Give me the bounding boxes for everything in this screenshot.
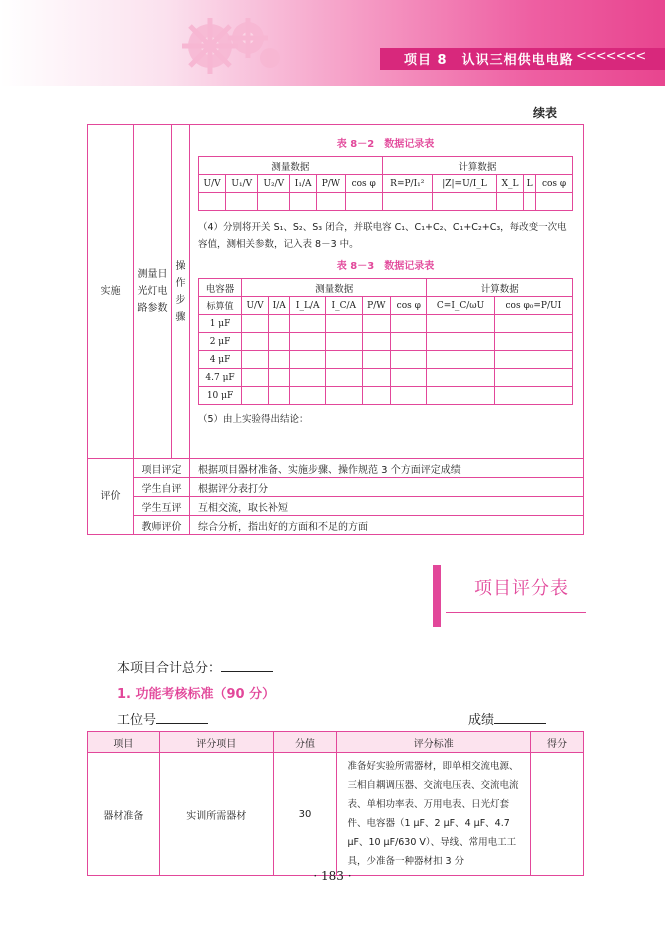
- step-label-char: 骤: [175, 311, 186, 323]
- column-header: C=I_C/ωU: [427, 297, 494, 315]
- capacitor-value: 1 μF: [199, 315, 242, 333]
- column-header: U/V: [199, 175, 226, 193]
- table-row: [88, 753, 584, 876]
- column-header: 项目: [88, 732, 160, 753]
- column-header: U₁/V: [226, 175, 258, 193]
- total-score-line: [117, 657, 273, 676]
- section-underline: [446, 612, 586, 613]
- total-blank[interactable]: [221, 660, 273, 672]
- step-label-char: 步: [175, 294, 186, 306]
- station-blank[interactable]: [156, 712, 208, 724]
- column-header: cos φ₀=P/UI: [494, 297, 572, 315]
- gears-decoration-icon: [150, 8, 290, 78]
- group-header: 计算数据: [382, 157, 572, 175]
- score-value: 30: [273, 753, 337, 876]
- step-label-char: 操: [175, 260, 186, 272]
- chevron-arrows-icon: <<<<<<<: [576, 49, 646, 64]
- table-row: [199, 351, 573, 369]
- step-label: [172, 125, 190, 459]
- score-subitem: 实训所需器材: [159, 753, 273, 876]
- table-row: [199, 369, 573, 387]
- group-header: 计算数据: [427, 279, 573, 297]
- column-header: X_L: [497, 175, 524, 193]
- score-cell[interactable]: [531, 753, 584, 876]
- impl-label: 实施: [88, 125, 134, 459]
- data-table-8-3: [198, 278, 573, 405]
- column-header: |Z|=U/I_L: [432, 175, 496, 193]
- sub-label-line: 光灯电: [137, 286, 168, 297]
- total-label: 本项目合计总分：: [117, 661, 222, 676]
- column-header: R=P/I₁²: [382, 175, 432, 193]
- station-line: [117, 709, 208, 728]
- column-header: cos φ: [536, 175, 573, 193]
- score-table: [87, 731, 584, 876]
- eval-text: 根据评分表打分: [190, 478, 584, 497]
- capacitor-value: 10 μF: [199, 387, 242, 405]
- column-header: L: [523, 175, 535, 193]
- eval-text: 综合分析，指出好的方面和不足的方面: [190, 516, 584, 535]
- eval-item: 项目评定: [134, 459, 190, 478]
- group-header: 测量数据: [242, 279, 427, 297]
- group-header: 测量数据: [199, 157, 383, 175]
- grade-line: [468, 709, 546, 728]
- capacitor-value: 2 μF: [199, 333, 242, 351]
- table-row: [199, 333, 573, 351]
- eval-label: 评价: [88, 459, 134, 535]
- column-header: 评分标准: [337, 732, 531, 753]
- column-header: I_C/A: [325, 297, 362, 315]
- score-item: 器材准备: [88, 753, 160, 876]
- score-standard: 准备好实验所需器材，即单相交流电源、三相自耦调压器、交流电压表、交流电流表、单相功率表、万用电表、日光灯套件、电容器（1 μF、2 μF、4 μF、4.7 μF、10 μF/630 V）、导线、常用电工工具，少准备一种器材扣 3 分: [337, 753, 531, 876]
- chapter-title: 项目 8 认识三相供电电路: [404, 53, 574, 68]
- continued-table-label: 续表: [533, 106, 558, 120]
- column-header: U/V: [242, 297, 269, 315]
- table-row: [199, 387, 573, 405]
- data-table-8-2: [198, 156, 573, 211]
- eval-text: 互相交流，取长补短: [190, 497, 584, 516]
- capacitor-value: 4 μF: [199, 351, 242, 369]
- table-caption: 表 8－3 数据记录表: [336, 261, 435, 272]
- column-header: U₂/V: [258, 175, 290, 193]
- conclusion-text: （5）由上实验得出结论：: [198, 414, 309, 425]
- step-label-char: 作: [175, 277, 186, 289]
- column-header: 标算值: [199, 297, 242, 315]
- impl-content: [190, 125, 584, 459]
- column-header: I/A: [268, 297, 289, 315]
- capacitor-value: 4.7 μF: [199, 369, 242, 387]
- column-header: 得分: [531, 732, 584, 753]
- section-accent-bar: [433, 565, 441, 627]
- column-header: I_L/A: [290, 297, 325, 315]
- heading-function-standard: 1. 功能考核标准（90 分）: [117, 687, 276, 702]
- column-header: 评分项目: [159, 732, 273, 753]
- column-header: I₁/A: [290, 175, 317, 193]
- sub-label-line: 路参数: [137, 303, 168, 314]
- eval-item: 学生互评: [134, 497, 190, 516]
- section-title: 项目评分表: [474, 578, 569, 599]
- sub-label-line: 测量日: [137, 269, 168, 280]
- table-row: [199, 315, 573, 333]
- sub-label: [134, 125, 172, 459]
- table-caption: 表 8－2 数据记录表: [336, 139, 435, 150]
- column-header: cos φ: [391, 297, 427, 315]
- page-number: · 183 ·: [313, 869, 352, 883]
- eval-item: 学生自评: [134, 478, 190, 497]
- table-row: [199, 193, 573, 211]
- grade-label: 成绩: [468, 713, 495, 728]
- column-header: P/W: [362, 297, 390, 315]
- column-header: 分值: [273, 732, 337, 753]
- experiment-table: [87, 124, 584, 535]
- grade-blank[interactable]: [494, 712, 546, 724]
- group-header: 电容器: [199, 279, 242, 297]
- eval-text: 根据项目器材准备、实施步骤、操作规范 3 个方面评定成绩: [190, 459, 584, 478]
- header-band: [0, 0, 665, 86]
- column-header: P/W: [316, 175, 345, 193]
- column-header: cos φ: [345, 175, 382, 193]
- eval-item: 教师评价: [134, 516, 190, 535]
- station-label: 工位号: [117, 713, 157, 728]
- instruction-paragraph: （4）分别将开关 S₁、S₂、S₃ 闭合，并联电容 C₁、C₁+C₂、C₁+C₂+C₃，每改变一次电容值，测相关参数，记入表 8－3 中。: [198, 222, 567, 250]
